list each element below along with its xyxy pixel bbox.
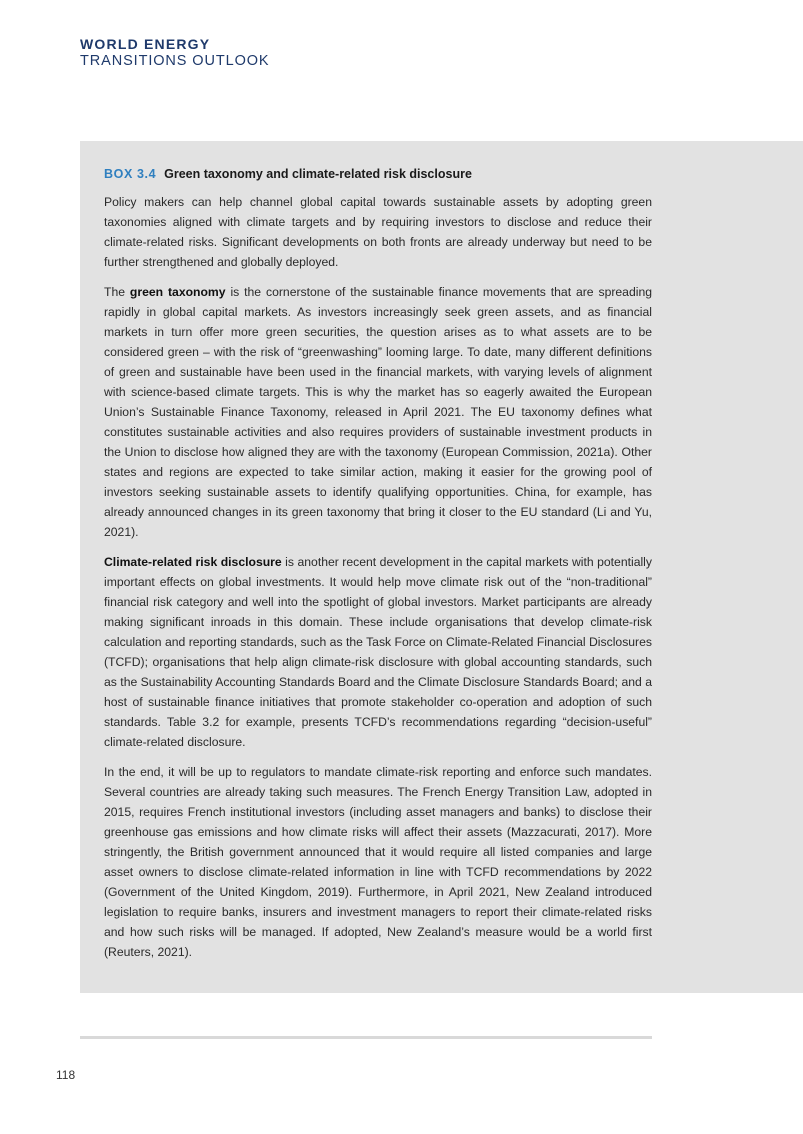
box-title <box>104 167 472 181</box>
running-header <box>80 36 270 70</box>
box-panel <box>80 141 803 993</box>
box-heading: Green taxonomy and climate-related risk disclosure <box>164 167 472 181</box>
paragraph-regulation: In the end, it will be up to regulators to mandate climate-risk reporting and enforce such mandates. Several countries are already taking such measures. The French Energy Transition Law, adopted in 2015, requires French institutional investors (including asset managers and banks) to disclose their greenhouse gas emissions and how climate risks will affect their assets (Mazzacurati, 2017). More stringently, the British government announced that it would require all listed companies and large asset owners to disclose climate-related information in line with TCFD recommendations by 2022 (Government of the United Kingdom, 2019). Furthermore, in April 2021, New Zealand introduced legislation to require banks, insurers and investment managers to report their climate-related risks and how such risks will be managed. If adopted, New Zealand’s measure would be a world first (Reuters, 2021). <box>104 765 652 959</box>
box-number: BOX 3.4 <box>104 167 157 181</box>
paragraph-green-taxonomy <box>104 282 652 542</box>
paragraph-intro: Policy makers can help channel global capital towards sustainable assets by adopting green taxonomies aligned with climate targets and by requiring investors to disclose and reduce their climate-related risks. Significant developments on both fronts are already underway but need to be further strengthened and globally deployed. <box>104 195 652 269</box>
term-climate-risk-disclosure: Climate-related risk disclosure <box>104 555 282 569</box>
paragraph-risk-disclosure <box>104 552 652 752</box>
paragraph-text: is another recent development in the capital markets with potentially important effects on global investments. It would help move climate risk out of the “non-traditional” financial risk category and well into the spotlight of global investors. Market participants are already making significant inroads in this domain. These include organisations that develop climate-risk calculation and reporting standards, such as the Task Force on Climate-Related Financial Disclosures (TCFD); organisations that help align climate-risk disclosure with global accounting standards, such as the Sustainability Accounting Standards Board and the Climate Disclosure Standards Board; and a host of sustainable finance initiatives that promote stakeholder co-operation and adoption of such standards. Table 3.2 for example, presents TCFD’s recommendations regarding “decision-useful” climate-related disclosure. <box>104 555 652 749</box>
paragraph-text: is the cornerstone of the sustainable finance movements that are spreading rapidly in global capital markets. As investors increasingly seek green assets, and as financial markets in turn offer more green securities, the question arises as to what assets are to be considered green – with the risk of “greenwashing” looming large. To date, many different definitions of green and sustainable have been used in the financial markets, with varying levels of alignment with science-based climate targets. This is why the market has so eagerly awaited the European Union’s Sustainable Finance Taxonomy, released in April 2021. The EU taxonomy defines what constitutes sustainable activities and also requires providers of sustainable investment products in the Union to disclose how aligned they are with the taxonomy (European Commission, 2021a). Other states and regions are expected to take similar action, making it easier for the growing pool of investors seeking sustainable assets to identify qualifying opportunities. China, for example, has already announced changes in its green taxonomy that bring it closer to the EU standard (Li and Yu, 2021). <box>104 285 653 539</box>
page-number: 118 <box>56 1068 76 1082</box>
term-green-taxonomy: green taxonomy <box>129 285 226 299</box>
report-title-line2: TRANSITIONS OUTLOOK <box>80 53 270 69</box>
report-title-line1: WORLD ENERGY <box>80 36 211 52</box>
footer-divider <box>80 1036 652 1039</box>
paragraph-lead: The <box>104 285 130 299</box>
box-body <box>104 192 652 972</box>
